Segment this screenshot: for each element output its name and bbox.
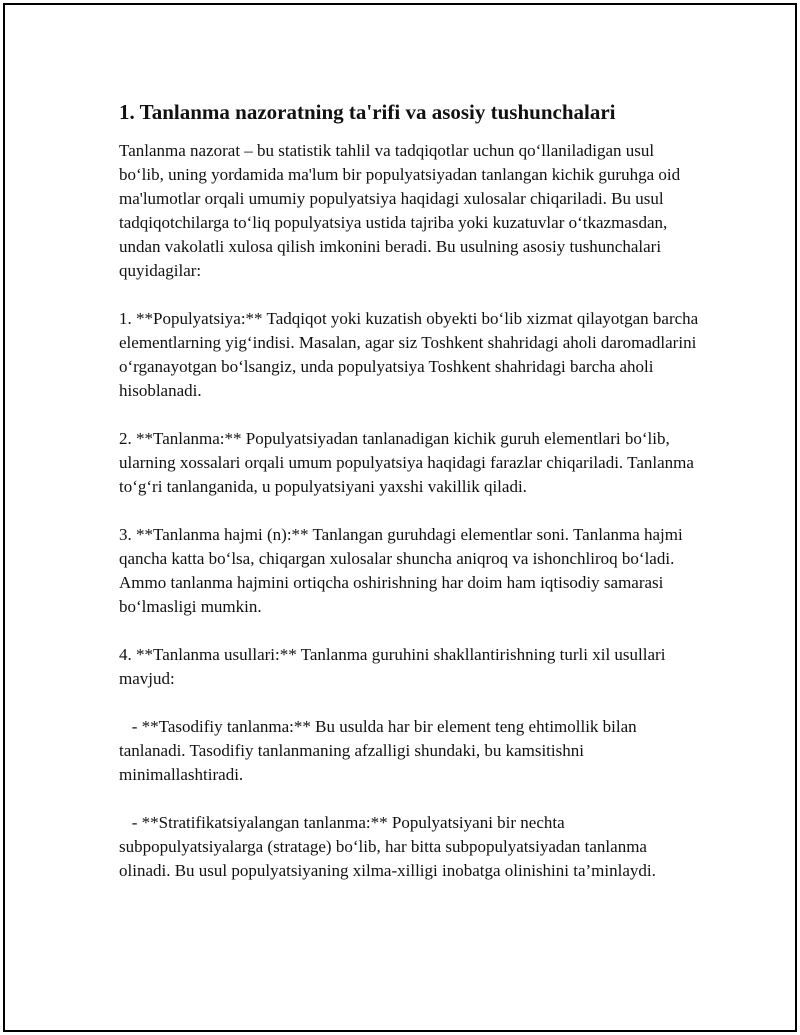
item-tanlanma-hajmi: 3. **Tanlanma hajmi (n):** Tanlangan guruhdagi elementlar soni. Tanlanma hajmi qancha katta bo‘lsa, chiqargan xulosalar shuncha aniqroq va ishonchliroq bo‘ladi. Ammo tanlanma hajmini ortiqcha oshirishning har doim ham iqtisodiy samarasi bo‘lmasligi mumkin.	[119, 525, 687, 616]
item-tanlanma-usullari: 4. **Tanlanma usullari:** Tanlanma guruhini shakllantirishning turli xil usullari mavjud:	[119, 645, 670, 688]
document-page	[3, 3, 797, 1032]
subitem-tasodifiy-tanlanma: - **Tasodifiy tanlanma:** Bu usulda har bir element teng ehtimollik bilan tanlanadi. Tasodifiy tanlanmaning afzalligi shundaki, bu kamsitishni minimallashtiradi.	[119, 717, 641, 784]
section-title: 1. Tanlanma nazoratning ta'rifi va asosiy tushunchalari	[119, 100, 616, 124]
document-content	[119, 98, 703, 907]
item-tanlanma: 2. **Tanlanma:** Populyatsiyadan tanlanadigan kichik guruh elementlari bo‘lib, ularning xossalari orqali umum populyatsiya haqidagi farazlar chiqariladi. Tanlanma to‘g‘ri tanlanganida, u populyatsiyani yaxshi vakillik qiladi.	[119, 429, 699, 496]
item-populyatsiya: 1. **Populyatsiya:** Tadqiqot yoki kuzatish obyekti bo‘lib xizmat qilayotgan barcha elementlarning yig‘indisi. Masalan, agar siz Toshkent shahridagi aholi daromadlarini o‘rganayotgan bo‘lsangiz, unda populyatsiya Toshkent shahridagi barcha aholi hisoblanadi.	[119, 309, 703, 400]
subitem-stratifikatsiyalangan-tanlanma: - **Stratifikatsiyalangan tanlanma:** Populyatsiyani bir nechta subpopulyatsiyalarga (stratage) bo‘lib, har bitta subpopulyatsiyadan tanlanma olinadi. Bu usul populyatsiyaning xilma-xilligi inobatga olinishini ta’minlaydi.	[119, 813, 656, 880]
intro-paragraph: Tanlanma nazorat – bu statistik tahlil va tadqiqotlar uchun qo‘llaniladigan usul bo‘lib, uning yordamida ma'lum bir populyatsiyadan tanlangan kichik guruhga oid ma'lumotlar orqali umumiy populyatsiya haqidagi xulosalar chiqariladi. Bu usul tadqiqotchilarga to‘liq populyatsiya ustida tajriba yoki kuzatuvlar o‘tkazmasdan, undan vakolatli xulosa qilish imkonini beradi. Bu usulning asosiy tushunchalari quyidagilar:	[119, 141, 685, 280]
